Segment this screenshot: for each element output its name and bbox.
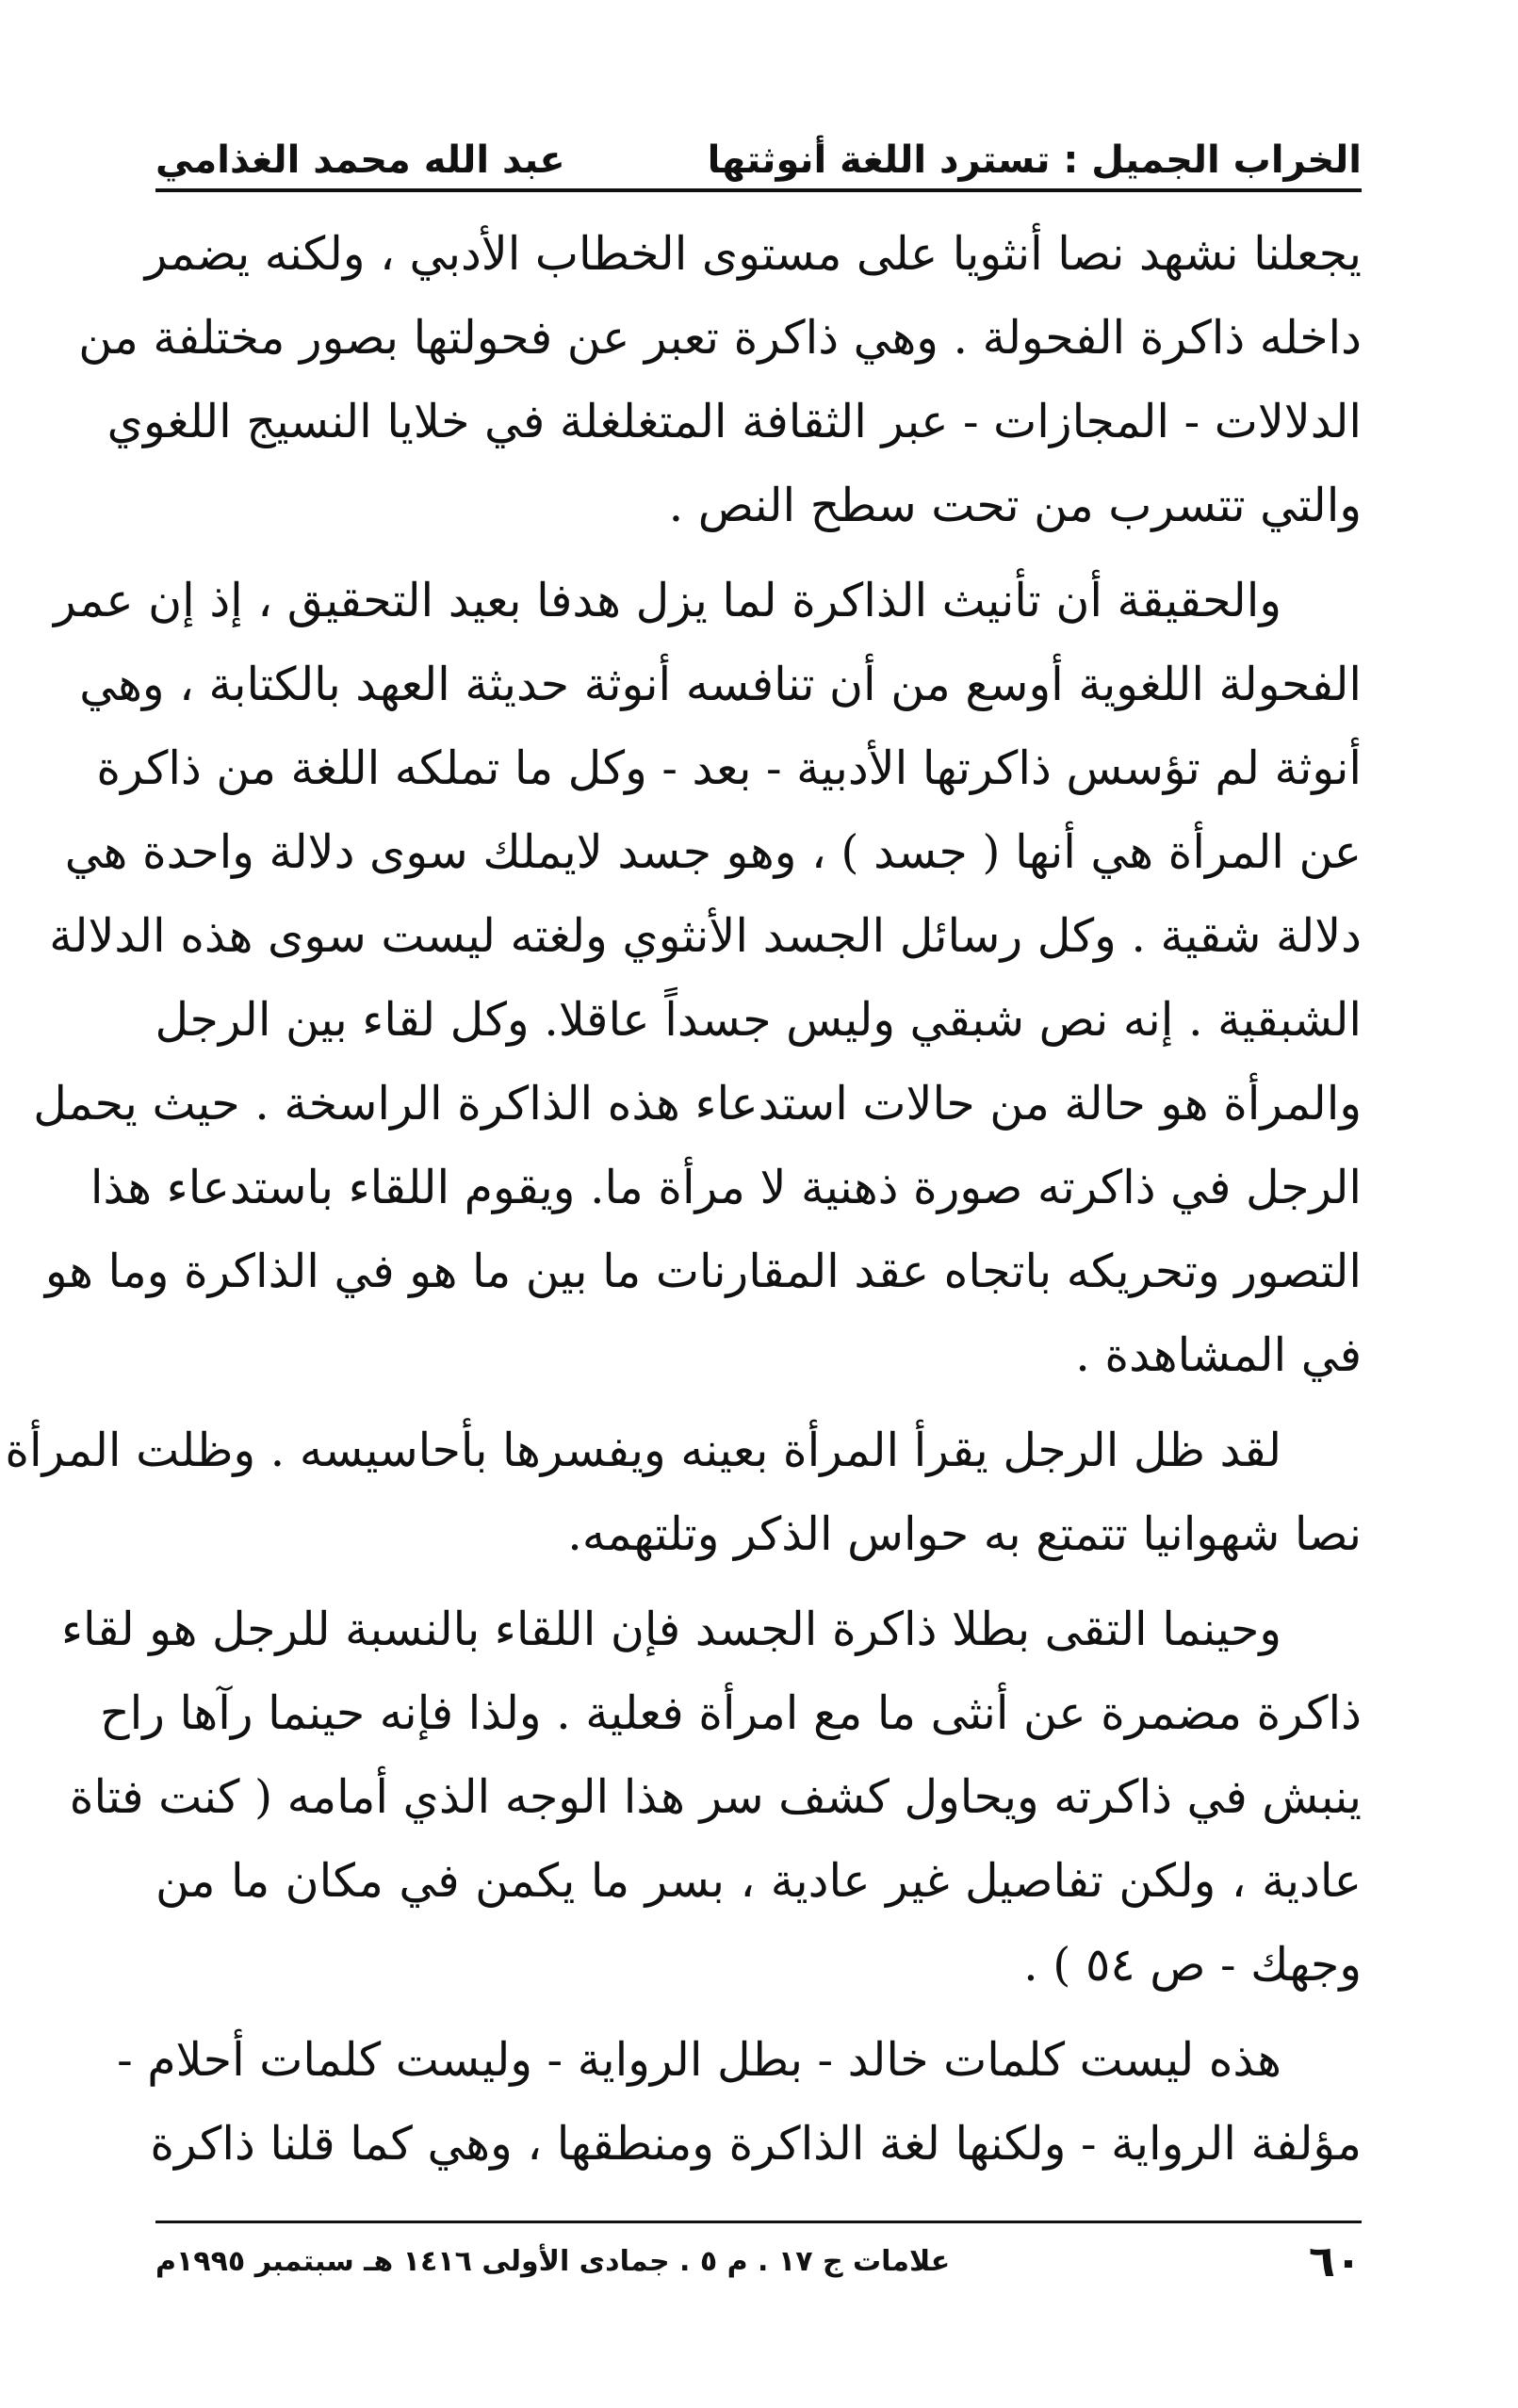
text-line: هذه ليست كلمات خالد - بطل الرواية - وليست كلمات أحلام - bbox=[117, 2033, 1281, 2087]
page-body bbox=[5, 212, 1362, 2197]
text-line: يجعلنا نشهد نصا أنثويا على مستوى الخطاب الأدبي ، ولكنه يضمر bbox=[144, 227, 1362, 281]
page-number: ٦٠ bbox=[1308, 2236, 1362, 2286]
header-rule bbox=[155, 188, 1362, 192]
text-line: ينبش في ذاكرته ويحاول كشف سر هذا الوجه الذي أمامه ( كنت فتاة bbox=[69, 1770, 1362, 1824]
text-line: الرجل في ذاكرته صورة ذهنية لا مرأة ما. ويقوم اللقاء باستدعاء هذا bbox=[90, 1161, 1362, 1214]
text-line: والتي تتسرب من تحت سطح النص . bbox=[668, 479, 1362, 532]
text-line: عادية ، ولكن تفاصيل غير عادية ، بسر ما يكمن في مكان ما من bbox=[155, 1854, 1362, 1908]
footer-rule bbox=[155, 2221, 1362, 2223]
journal-citation: علامات ج ١٧ . م ٥ . جمادى الأولى ١٤١٦ هـ سبتمبر ١٩٩٥م bbox=[155, 2244, 951, 2278]
text-line: داخله ذاكرة الفحولة . وهي ذاكرة تعبر عن فحولتها بصور مختلفة من bbox=[78, 311, 1362, 365]
text-line: وجهك - ص ٥٤ ) . bbox=[1023, 1938, 1362, 1992]
text-line: الفحولة اللغوية أوسع من أن تنافسه أنوثة حديثة العهد بالكتابة ، وهي bbox=[79, 658, 1362, 711]
paragraph bbox=[61, 1587, 1362, 2007]
header-title: الخراب الجميل : تسترد اللغة أنوثتها bbox=[707, 138, 1362, 182]
text-line: والمرأة هو حالة من حالات استدعاء هذه الذاكرة الراسخة . حيث يحمل bbox=[33, 1077, 1362, 1131]
text-line: التصور وتحريكه باتجاه عقد المقارنات ما بين ما هو في الذاكرة وما هو bbox=[44, 1245, 1362, 1298]
text-line: عن المرأة هي أنها ( جسد ) ، وهو جسد لايملك سوى دلالة واحدة هي bbox=[64, 825, 1362, 879]
paragraph bbox=[5, 1408, 1362, 1576]
paragraph bbox=[33, 559, 1362, 1397]
text-line: الدلالات - المجازات - عبر الثقافة المتغلغلة في خلايا النسيج اللغوي bbox=[106, 395, 1362, 448]
running-header bbox=[155, 113, 1362, 182]
text-line: والحقيقة أن تأنيث الذاكرة لما يزل هدفا بعيد التحقيق ، إذ إن عمر bbox=[54, 574, 1281, 627]
text-line: مؤلفة الرواية - ولكنها لغة الذاكرة ومنطقها ، وهي كما قلنا ذاكرة bbox=[150, 2117, 1362, 2171]
text-line: نصا شهوانيا تتمتع به حواس الذكر وتلتهمه. bbox=[567, 1507, 1362, 1561]
paragraph bbox=[78, 212, 1362, 547]
page-footer bbox=[155, 2233, 1362, 2289]
text-line: أنوثة لم تؤسس ذاكرتها الأدبية - بعد - وكل ما تملكه اللغة من ذاكرة bbox=[96, 741, 1362, 795]
text-line: وحينما التقى بطلا ذاكرة الجسد فإن اللقاء بالنسبة للرجل هو لقاء bbox=[61, 1603, 1281, 1656]
text-line: لقد ظل الرجل يقرأ المرأة بعينه ويفسرها بأحاسيسه . وظلت المرأة bbox=[5, 1424, 1281, 1477]
text-line: في المشاهدة . bbox=[1075, 1328, 1362, 1382]
text-line: الشبقية . إنه نص شبقي وليس جسداً عاقلا. وكل لقاء بين الرجل bbox=[155, 993, 1362, 1047]
text-line: ذاكرة مضمرة عن أنثى ما مع امرأة فعلية . ولذا فإنه حينما رآها راح bbox=[99, 1686, 1362, 1740]
header-author: عبد الله محمد الغذامي bbox=[155, 138, 565, 182]
paragraph bbox=[117, 2018, 1362, 2186]
text-line: دلالة شقية . وكل رسائل الجسد الأنثوي ولغته ليست سوى هذه الدلالة bbox=[49, 909, 1362, 963]
